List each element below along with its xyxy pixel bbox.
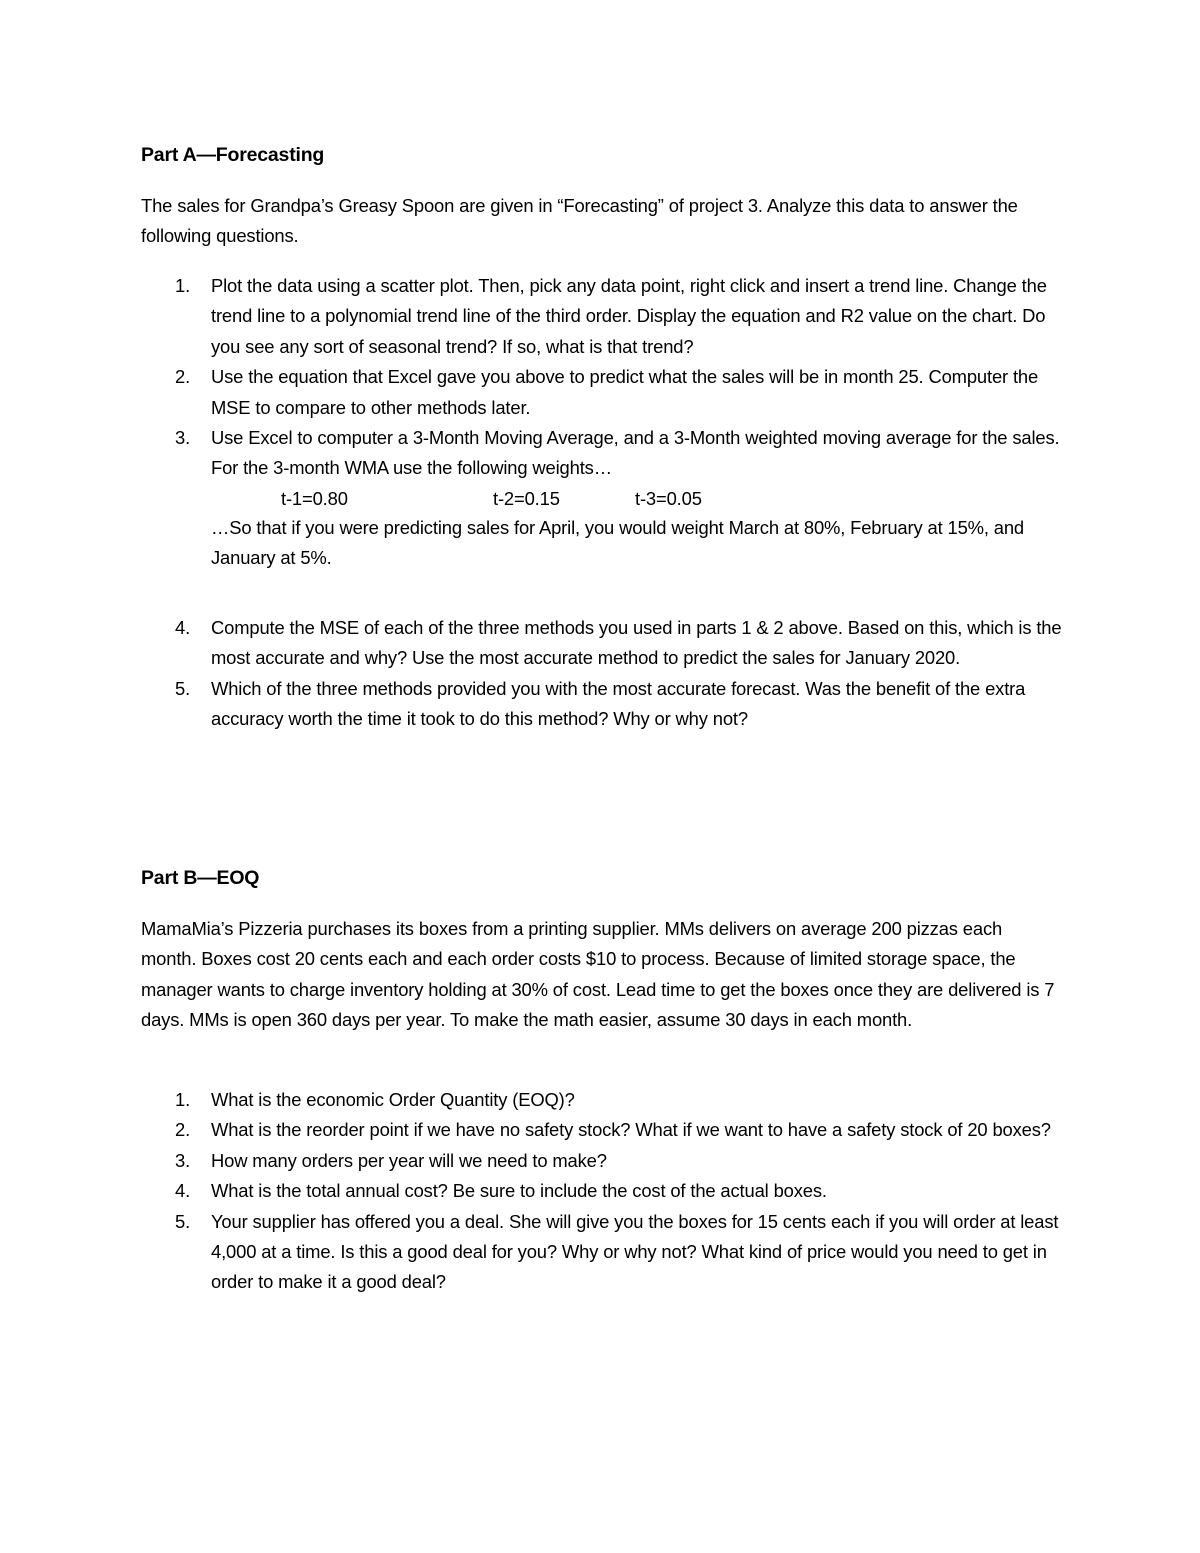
part-a-question-4	[0, 613, 1071, 674]
question-number: 5.	[175, 1210, 191, 1232]
question-text: Your supplier has offered you a deal. She will give you the boxes for 15 cents each if you will order at least 4,000 at a time. Is this a good deal for you? Why or why not? What kind of price would you need to get in order to make it a good deal?	[211, 1210, 1059, 1293]
question-number: 3.	[175, 427, 191, 449]
weight-t2: t-2=0.15	[493, 487, 560, 509]
part-a-heading: Part A—Forecasting	[141, 144, 325, 166]
question-text: Compute the MSE of each of the three methods you used in parts 1 & 2 above. Based on this, which is the most accurate and why? Use the most accurate method to predict the sales for January 2020.	[211, 617, 1062, 669]
question-text: What is the total annual cost? Be sure to include the cost of the actual boxes.	[211, 1180, 827, 1202]
question-number: 4.	[175, 617, 191, 638]
part-a-question-2	[0, 362, 1071, 423]
part-b-heading: Part B—EOQ	[141, 867, 260, 889]
weights-note: …So that if you were predicting sales for April, you would weight March at 80%, February at 15%, and January at 5%.	[211, 517, 1025, 569]
question-number: 1.	[175, 1089, 191, 1110]
question-number: 5.	[175, 677, 191, 699]
question-number: 1.	[175, 275, 191, 296]
question-number: 3.	[175, 1149, 191, 1171]
question-text: What is the economic Order Quantity (EOQ)?	[211, 1089, 575, 1110]
question-text: Plot the data using a scatter plot. Then, pick any data point, right click and insert a trend line. Change the trend line to a polynomial trend line of the third order. Display the equation and R2 value on the chart. Do you see any sort of seasonal trend? If so, what is that trend?	[211, 275, 1047, 357]
question-number: 2.	[175, 1119, 191, 1141]
part-b-question-2	[0, 1115, 1071, 1145]
part-a-question-5	[0, 674, 1071, 735]
part-b-intro: MamaMia’s Pizzeria purchases its boxes from a printing supplier. MMs delivers on average 200 pizzas each month. Boxes cost 20 cents each and each order costs $10 to process. Because of limited storage space, the manager wants to charge inventory holding at 30% of cost. Lead time to get the boxes once they are delivered is 7 days. MMs is open 360 days per year. To make the math easier, assume 30 days in each month.	[141, 918, 1055, 1031]
part-a-question-1	[0, 271, 1071, 362]
question-number: 2.	[175, 366, 191, 388]
part-a-question-list	[0, 271, 1080, 514]
question-text: Which of the three methods provided you with the most accurate forecast. Was the benefit of the extra accuracy worth the time it took to do this method? Why or why not?	[211, 677, 1026, 730]
part-b-question-5	[0, 1207, 1071, 1298]
part-b-question-4	[0, 1176, 1071, 1206]
question-text: How many orders per year will we need to make?	[211, 1149, 607, 1171]
question-text: What is the reorder point if we have no safety stock? What if we want to have a safety stock of 20 boxes?	[211, 1119, 1051, 1141]
weight-t1: t-1=0.80	[281, 487, 348, 509]
part-b-question-list	[0, 1085, 1080, 1298]
part-a-question-3	[0, 423, 1071, 514]
question-text: Use Excel to computer a 3-Month Moving Average, and a 3-Month weighted moving average for the sales. For the 3-month WMA use the following weights…	[211, 427, 1060, 479]
part-b-question-3	[0, 1146, 1071, 1176]
wma-weights	[211, 484, 1071, 514]
weight-t3: t-3=0.05	[635, 487, 702, 509]
question-number: 4.	[175, 1180, 191, 1202]
question-text: Use the equation that Excel gave you above to predict what the sales will be in month 25. Computer the MSE to compare to other methods later.	[211, 366, 1039, 418]
part-a-intro: The sales for Grandpa’s Greasy Spoon are given in “Forecasting” of project 3. Analyze this data to answer the following questions.	[141, 195, 1018, 247]
part-a-question-list-continued	[0, 613, 1080, 735]
part-b-question-1	[0, 1085, 1071, 1115]
